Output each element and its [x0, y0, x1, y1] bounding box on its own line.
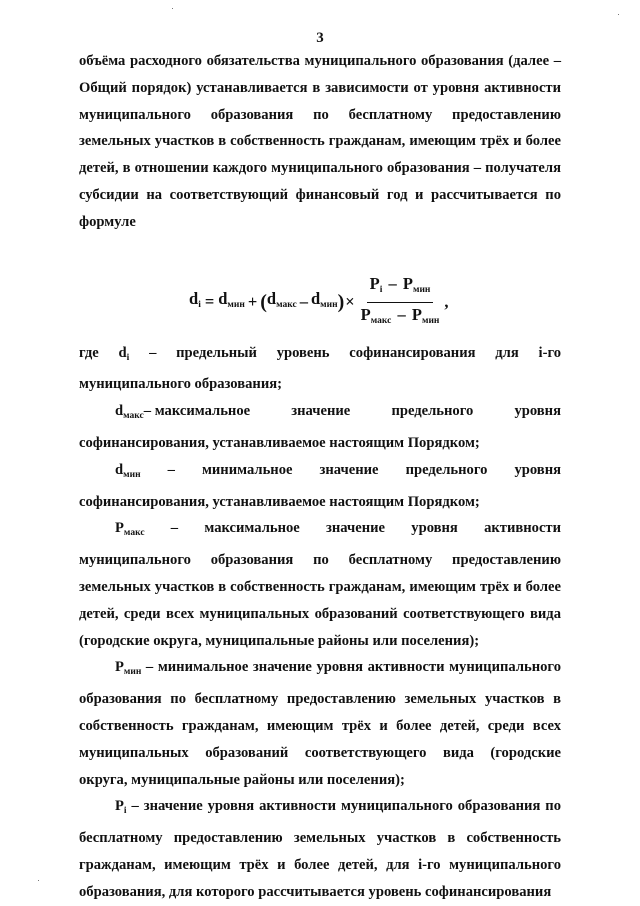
definition-pmin: $P_{мин}$ – минимальное значение уровня активности муниципального образования по бесплатному предоставлению земельных участков в собственность гражданам, имеющим трёх и более детей, среди всех муниципальных образований соответствующего вида (городские округа, муниципальные районы или поселения);: [79, 659, 561, 788]
formula-plus: +: [247, 291, 258, 311]
scan-speck: [172, 8, 173, 9]
formula-term-dmax: $d_{макс}$: [266, 288, 297, 310]
formula-expression: [189, 274, 449, 331]
formula-term-dmin: $d_{мин}$: [218, 288, 245, 310]
scan-speck: [618, 14, 619, 15]
definition-dmin: $d_{мин}$ – минимальное значение предельного уровня софинансирования, устанавливаемое настоящим Порядком;: [79, 461, 561, 510]
cofinancing-formula: [79, 244, 561, 336]
definition-di: где $d_i$ – предельный уровень софинансирования для i-го муниципального образования;: [79, 344, 561, 393]
formula-numerator: $P_i - P_{мин}$: [367, 274, 434, 303]
definition-pmax: $P_{макс}$ – максимальное значение уровня активности муниципального образования по бесплатному предоставлению земельных участков в собственность гражданам, имеющим трёх и более детей, среди всех муниципальных образований соответствующего вида (городские округа, муниципальные районы или поселения);: [79, 520, 561, 649]
definition-pi: $P_i$ – значение уровня активности муниципального образования по бесплатному предоставлению земельных участков в собственность гражданам, имеющим трёх и более детей, для i-го муниципального образования, для которого рассчитывается уровень софинансирования: [79, 798, 561, 900]
intro-paragraph: объёма расходного обязательства муниципального образования (далее – Общий порядок) устанавливается в зависимости от уровня активности муниципального образования по бесплатному предоставлению земельных участков в собственность гражданам, имеющим трёх и более детей, в отношении каждого муниципального образования – получателя субсидии на соответствующий финансовый год и рассчитывается по формуле: [79, 53, 561, 230]
scan-speck: [38, 880, 39, 881]
page-number: 3: [316, 30, 324, 46]
document-body: [79, 48, 561, 906]
definition-dmax-line2: софинансирования, устанавливаемое настоящим Порядком;: [79, 434, 480, 451]
formula-equals: =: [204, 291, 215, 311]
formula-left-paren: (: [260, 290, 267, 313]
definition-dmax-line1: $d_{макс}-$ максимальное значение предельного уровня: [115, 403, 561, 422]
formula-denominator: $P_{макс} - P_{мин}$: [360, 304, 440, 326]
formula-term-dmin-2: $d_{мин}$: [310, 288, 338, 310]
formula-right-paren: ): [337, 290, 345, 313]
formula-minus: –: [299, 291, 308, 311]
formula-times: ×: [345, 291, 355, 311]
formula-lhs: $d_i$: [189, 288, 201, 310]
formula-fraction: [358, 274, 443, 331]
formula-trailing-comma: ,: [444, 291, 449, 311]
